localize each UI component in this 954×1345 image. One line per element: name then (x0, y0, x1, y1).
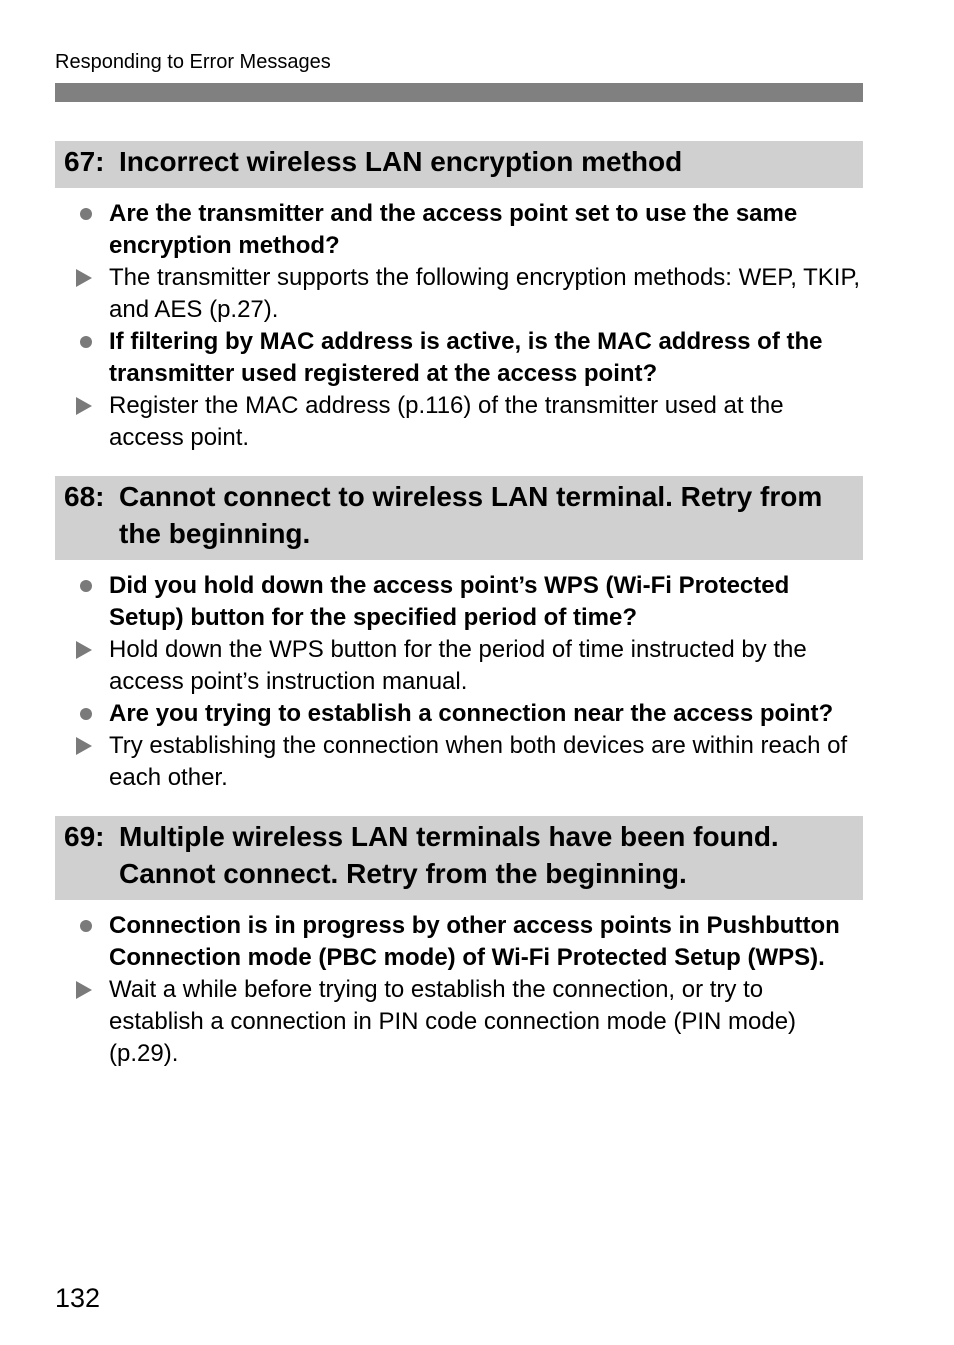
error-sections (55, 141, 863, 1092)
page-number: 132 (55, 1283, 101, 1313)
answer-text: Wait a while before trying to establish the connection, or try to establish a connection in PIN code connection mode (PIN mode) (p.29). (109, 976, 797, 1067)
question-text: Connection is in progress by other access points in Pushbutton Connection mode (PBC mode) of Wi-Fi Protected Setup (WPS). (109, 912, 840, 971)
error-section-69 (55, 816, 863, 1070)
question-item (55, 198, 863, 262)
question-item (55, 910, 863, 974)
answer-item (55, 974, 863, 1070)
bullet-dot-icon (80, 336, 92, 348)
answer-item (55, 390, 863, 454)
error-title: Incorrect wireless LAN encryption method (119, 146, 683, 177)
bullet-dot-icon (80, 208, 92, 220)
error-section-67 (55, 141, 863, 454)
item-list (55, 910, 863, 1070)
triangle-arrow-icon (76, 641, 92, 659)
running-header: Responding to Error Messages (55, 51, 331, 73)
answer-text: The transmitter supports the following encryption methods: WEP, TKIP, and AES (p.27). (109, 264, 861, 323)
triangle-arrow-icon (76, 981, 92, 999)
error-code: 68: (64, 481, 105, 512)
bullet-dot-icon (80, 580, 92, 592)
item-list (55, 570, 863, 794)
question-text: Are you trying to establish a connection near the access point? (109, 700, 834, 727)
question-item (55, 326, 863, 390)
triangle-arrow-icon (76, 397, 92, 415)
error-title: Multiple wireless LAN terminals have been found. Cannot connect. Retry from the beginning. (119, 821, 779, 889)
error-section-68 (55, 476, 863, 794)
item-list (55, 198, 863, 454)
section-heading (55, 476, 863, 560)
question-text: Are the transmitter and the access point set to use the same encryption method? (109, 200, 798, 259)
header-rule (55, 83, 863, 102)
answer-text: Register the MAC address (p.116) of the transmitter used at the access point. (109, 392, 784, 451)
error-code: 67: (64, 146, 105, 177)
triangle-arrow-icon (76, 269, 92, 287)
triangle-arrow-icon (76, 737, 92, 755)
error-code: 69: (64, 821, 105, 852)
question-item (55, 570, 863, 634)
error-title: Cannot connect to wireless LAN terminal. Retry from the beginning. (119, 481, 823, 549)
answer-item (55, 262, 863, 326)
question-text: If filtering by MAC address is active, is the MAC address of the transmitter used registered at the access point? (109, 328, 823, 387)
question-text: Did you hold down the access point’s WPS (Wi-Fi Protected Setup) button for the specified period of time? (109, 572, 790, 631)
answer-text: Try establishing the connection when both devices are within reach of each other. (109, 732, 848, 791)
answer-item (55, 634, 863, 698)
answer-text: Hold down the WPS button for the period of time instructed by the access point’s instruction manual. (109, 636, 807, 695)
answer-item (55, 730, 863, 794)
section-heading (55, 816, 863, 900)
question-item (55, 698, 863, 730)
section-heading (55, 141, 863, 188)
bullet-dot-icon (80, 708, 92, 720)
bullet-dot-icon (80, 920, 92, 932)
